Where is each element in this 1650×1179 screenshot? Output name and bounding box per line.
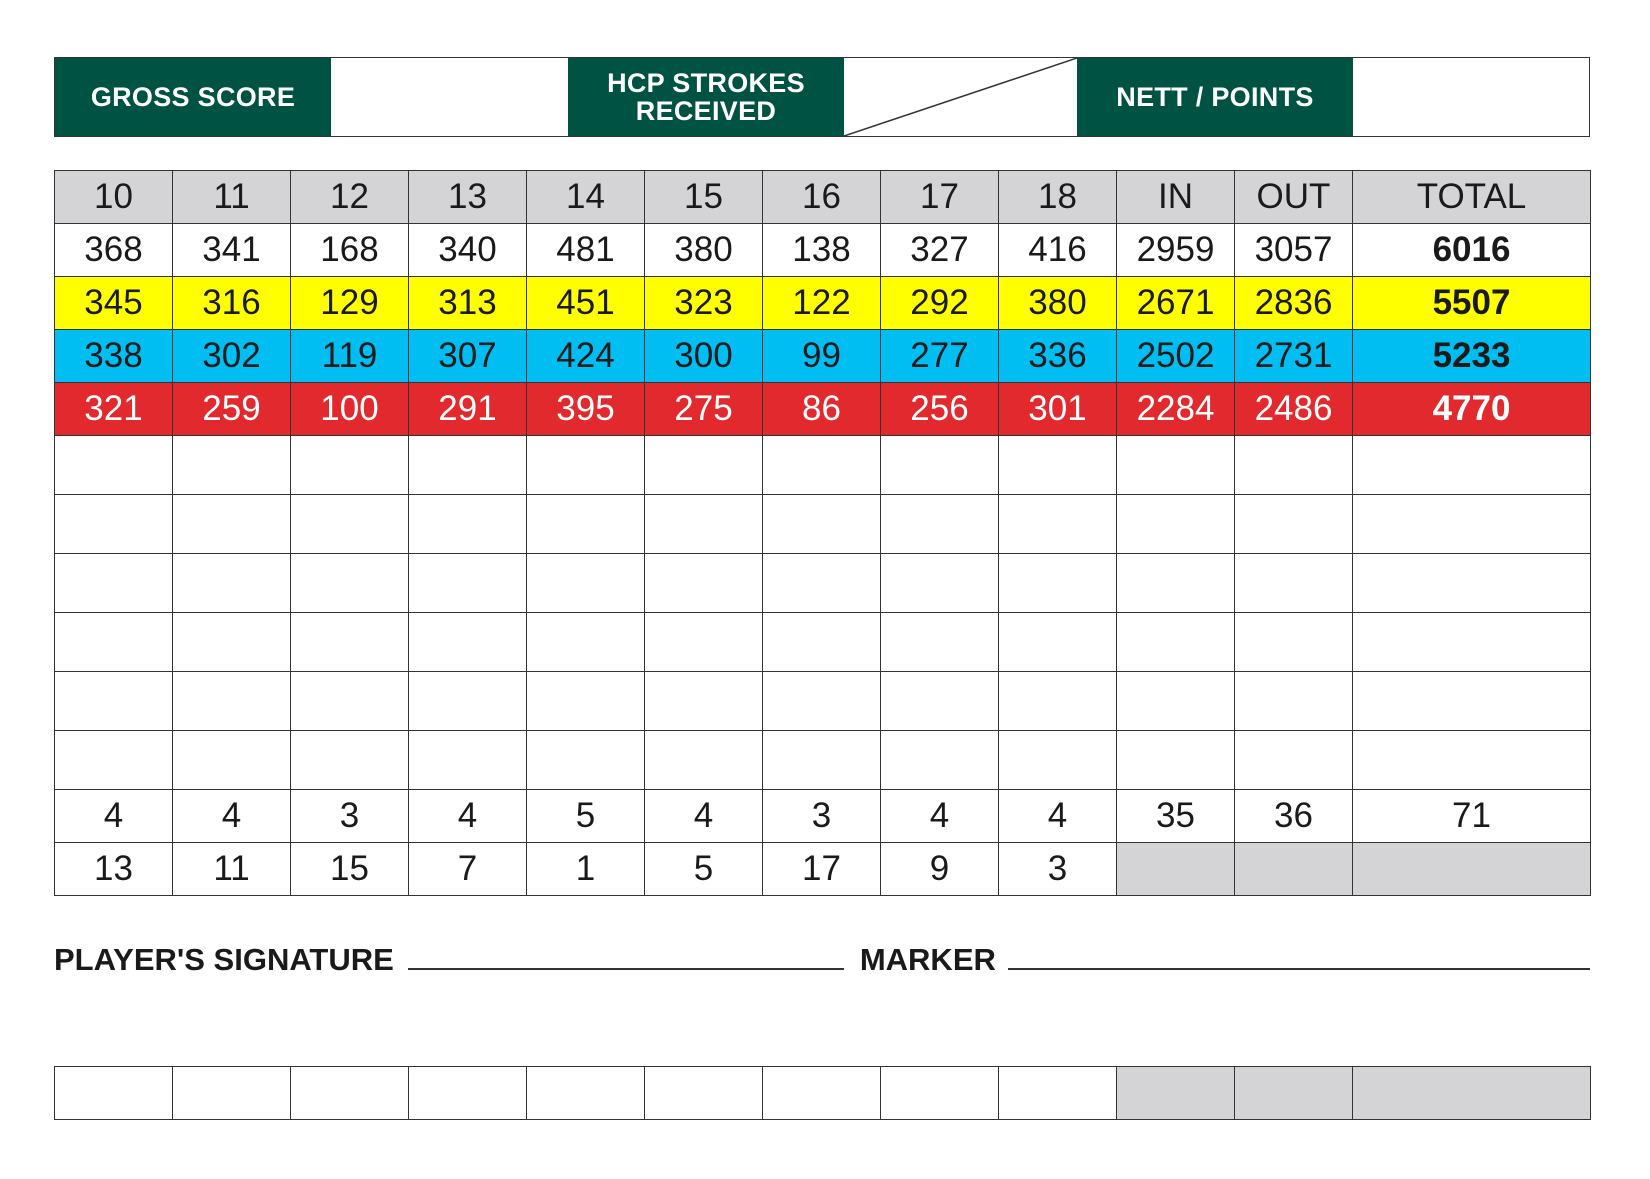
shaded-cell [1235,843,1353,896]
score-entry-row [55,495,1591,554]
score-entry-cell[interactable] [1117,672,1235,731]
hole-header-cell: IN [1117,171,1235,224]
score-entry-row [55,731,1591,790]
score-entry-cell[interactable] [645,613,763,672]
score-entry-cell[interactable] [1235,672,1353,731]
white-tee-distance-cell: 138 [763,224,881,277]
score-entry-cell[interactable] [527,731,645,790]
bottom-row [55,1067,1591,1120]
scorecard-body [55,171,1591,896]
red-tee-row [55,383,1591,436]
hcp-strokes-label-line1: HCP STROKES [607,68,805,98]
white-tee-distance-cell: 341 [173,224,291,277]
white-tee-row [55,224,1591,277]
par-cell: 4 [55,790,173,843]
par-cell: 4 [999,790,1117,843]
stroke-index-cell: 11 [173,843,291,896]
nett-points-field[interactable] [1353,58,1589,136]
score-entry-cell[interactable] [1235,613,1353,672]
score-entry-cell[interactable] [763,495,881,554]
score-entry-cell[interactable] [409,436,527,495]
score-entry-cell[interactable] [881,672,999,731]
score-entry-cell[interactable] [999,436,1117,495]
score-entry-cell[interactable] [1353,613,1591,672]
white-tee-distance-cell: 368 [55,224,173,277]
score-entry-cell[interactable] [291,554,409,613]
score-entry-cell[interactable] [55,731,173,790]
shaded-cell [1353,1067,1591,1120]
stroke-index-cell: 15 [291,843,409,896]
score-entry-cell[interactable] [527,436,645,495]
gross-score-field[interactable] [331,58,568,136]
score-entry-cell[interactable] [1117,554,1235,613]
score-entry-cell[interactable] [173,672,291,731]
score-entry-cell[interactable] [999,613,1117,672]
yellow-tee-distance-cell: 451 [527,277,645,330]
stroke-index-cell: 9 [881,843,999,896]
par-cell: 3 [763,790,881,843]
stroke-index-cell: 17 [763,843,881,896]
white-tee-distance-cell: 481 [527,224,645,277]
score-entry-cell[interactable] [645,731,763,790]
yellow-tee-distance-cell: 313 [409,277,527,330]
shaded-cell [1117,843,1235,896]
yellow-tee-distance-cell: 2836 [1235,277,1353,330]
score-entry-row [55,613,1591,672]
score-entry-cell[interactable] [173,554,291,613]
score-entry-cell[interactable] [55,436,173,495]
marker-label: MARKER [859,942,996,977]
red-tee-distance-cell: 291 [409,383,527,436]
hole-header-cell: OUT [1235,171,1353,224]
yellow-tee-distance-cell: 323 [645,277,763,330]
yellow-tee-distance-cell: 129 [291,277,409,330]
par-cell: 71 [1353,790,1591,843]
red-tee-distance-cell: 2284 [1117,383,1235,436]
player-signature-line[interactable] [408,968,844,970]
white-tee-distance-cell: 416 [999,224,1117,277]
yellow-tee-distance-cell: 292 [881,277,999,330]
score-entry-cell[interactable] [173,436,291,495]
bottom-entry-cell[interactable] [173,1067,291,1120]
score-entry-cell[interactable] [881,495,999,554]
blue-tee-distance-cell: 338 [55,330,173,383]
blue-tee-distance-cell: 336 [999,330,1117,383]
hole-header-row [55,171,1591,224]
red-tee-distance-cell: 4770 [1353,383,1591,436]
hcp-strokes-label [568,58,844,136]
yellow-tee-distance-cell: 122 [763,277,881,330]
score-entry-row [55,436,1591,495]
bottom-entry-cell[interactable] [55,1067,173,1120]
diagonal-divider [844,58,1077,136]
yellow-tee-distance-cell: 380 [999,277,1117,330]
scorecard-table [54,170,1591,896]
score-entry-cell[interactable] [763,436,881,495]
par-cell: 4 [881,790,999,843]
hole-header-cell: 16 [763,171,881,224]
score-entry-cell[interactable] [1235,731,1353,790]
score-entry-cell[interactable] [527,613,645,672]
score-entry-cell[interactable] [999,554,1117,613]
red-tee-distance-cell: 275 [645,383,763,436]
stroke-index-cell: 1 [527,843,645,896]
red-tee-distance-cell: 2486 [1235,383,1353,436]
blue-tee-distance-cell: 277 [881,330,999,383]
white-tee-distance-cell: 3057 [1235,224,1353,277]
hcp-strokes-field[interactable] [844,58,1077,136]
blue-tee-distance-cell: 424 [527,330,645,383]
score-entry-cell[interactable] [55,554,173,613]
yellow-tee-distance-cell: 316 [173,277,291,330]
score-entry-cell[interactable] [999,731,1117,790]
shaded-cell [1235,1067,1353,1120]
score-entry-cell[interactable] [1353,495,1591,554]
player-signature-label: PLAYER'S SIGNATURE [54,942,394,977]
score-entry-row [55,554,1591,613]
blue-tee-distance-cell: 2502 [1117,330,1235,383]
score-entry-cell[interactable] [1117,495,1235,554]
signature-row [54,938,1590,978]
hole-header-cell: 10 [55,171,173,224]
score-entry-cell[interactable] [291,672,409,731]
score-entry-cell[interactable] [645,495,763,554]
blue-tee-distance-cell: 119 [291,330,409,383]
red-tee-distance-cell: 395 [527,383,645,436]
white-tee-distance-cell: 6016 [1353,224,1591,277]
hole-header-cell: 18 [999,171,1117,224]
par-cell: 4 [409,790,527,843]
bottom-entry-cell[interactable] [763,1067,881,1120]
hcp-strokes-label-line2: RECEIVED [635,96,777,126]
stroke-index-cell: 7 [409,843,527,896]
red-tee-distance-cell: 86 [763,383,881,436]
score-entry-cell[interactable] [763,672,881,731]
par-cell: 3 [291,790,409,843]
score-entry-cell[interactable] [1235,436,1353,495]
par-cell: 36 [1235,790,1353,843]
par-cell: 4 [173,790,291,843]
score-summary-bar [54,57,1590,137]
stroke-index-cell: 5 [645,843,763,896]
hole-header-cell: 11 [173,171,291,224]
score-entry-row [55,672,1591,731]
white-tee-distance-cell: 327 [881,224,999,277]
white-tee-distance-cell: 340 [409,224,527,277]
score-entry-cell[interactable] [1235,495,1353,554]
score-entry-cell[interactable] [1117,731,1235,790]
score-entry-cell[interactable] [1353,731,1591,790]
white-tee-distance-cell: 2959 [1117,224,1235,277]
par-cell: 4 [645,790,763,843]
red-tee-distance-cell: 301 [999,383,1117,436]
stroke-index-cell: 13 [55,843,173,896]
score-entry-cell[interactable] [409,554,527,613]
red-tee-distance-cell: 321 [55,383,173,436]
bottom-entry-cell[interactable] [527,1067,645,1120]
bottom-entry-cell[interactable] [881,1067,999,1120]
score-entry-cell[interactable] [291,613,409,672]
score-entry-cell[interactable] [763,613,881,672]
hole-header-cell: 15 [645,171,763,224]
score-entry-cell[interactable] [1117,436,1235,495]
score-entry-cell[interactable] [881,613,999,672]
score-entry-cell[interactable] [55,613,173,672]
yellow-tee-distance-cell: 5507 [1353,277,1591,330]
blue-tee-distance-cell: 307 [409,330,527,383]
score-entry-cell[interactable] [55,495,173,554]
blue-tee-distance-cell: 302 [173,330,291,383]
score-entry-cell[interactable] [1117,613,1235,672]
score-entry-cell[interactable] [1235,554,1353,613]
bottom-entry-cell[interactable] [999,1067,1117,1120]
score-entry-cell[interactable] [527,495,645,554]
hole-header-cell: 13 [409,171,527,224]
score-entry-cell[interactable] [881,554,999,613]
score-entry-cell[interactable] [409,672,527,731]
bottom-score-row [54,1066,1591,1120]
marker-signature-line[interactable] [1008,968,1590,970]
score-entry-cell[interactable] [645,436,763,495]
shaded-cell [1117,1067,1235,1120]
score-entry-cell[interactable] [1353,436,1591,495]
score-entry-cell[interactable] [291,495,409,554]
score-entry-cell[interactable] [291,436,409,495]
gross-score-label: GROSS SCORE [55,58,331,136]
score-entry-cell[interactable] [999,672,1117,731]
bottom-entry-cell[interactable] [291,1067,409,1120]
white-tee-distance-cell: 168 [291,224,409,277]
hole-header-cell: 12 [291,171,409,224]
score-entry-cell[interactable] [763,731,881,790]
par-cell: 5 [527,790,645,843]
blue-tee-distance-cell: 99 [763,330,881,383]
stroke-index-row [55,843,1591,896]
hole-header-cell: 17 [881,171,999,224]
red-tee-distance-cell: 100 [291,383,409,436]
score-entry-cell[interactable] [527,672,645,731]
par-cell: 35 [1117,790,1235,843]
score-entry-cell[interactable] [1353,672,1591,731]
score-entry-cell[interactable] [763,554,881,613]
score-entry-cell[interactable] [291,731,409,790]
score-entry-cell[interactable] [645,672,763,731]
blue-tee-distance-cell: 300 [645,330,763,383]
stroke-index-cell: 3 [999,843,1117,896]
shaded-cell [1353,843,1591,896]
blue-tee-row [55,330,1591,383]
score-entry-cell[interactable] [409,613,527,672]
yellow-tee-distance-cell: 2671 [1117,277,1235,330]
score-entry-cell[interactable] [645,554,763,613]
yellow-tee-distance-cell: 345 [55,277,173,330]
score-entry-cell[interactable] [173,613,291,672]
bottom-entry-cell[interactable] [645,1067,763,1120]
score-entry-cell[interactable] [881,731,999,790]
score-entry-cell[interactable] [173,495,291,554]
par-row [55,790,1591,843]
red-tee-distance-cell: 256 [881,383,999,436]
yellow-tee-row [55,277,1591,330]
blue-tee-distance-cell: 5233 [1353,330,1591,383]
blue-tee-distance-cell: 2731 [1235,330,1353,383]
nett-points-label: NETT / POINTS [1077,58,1353,136]
score-entry-cell[interactable] [999,495,1117,554]
red-tee-distance-cell: 259 [173,383,291,436]
score-entry-cell[interactable] [55,672,173,731]
score-entry-cell[interactable] [1353,554,1591,613]
score-entry-cell[interactable] [409,731,527,790]
score-entry-cell[interactable] [527,554,645,613]
score-entry-cell[interactable] [881,436,999,495]
hole-header-cell: 14 [527,171,645,224]
score-entry-cell[interactable] [409,495,527,554]
bottom-entry-cell[interactable] [409,1067,527,1120]
hole-header-cell: TOTAL [1353,171,1591,224]
white-tee-distance-cell: 380 [645,224,763,277]
score-entry-cell[interactable] [173,731,291,790]
